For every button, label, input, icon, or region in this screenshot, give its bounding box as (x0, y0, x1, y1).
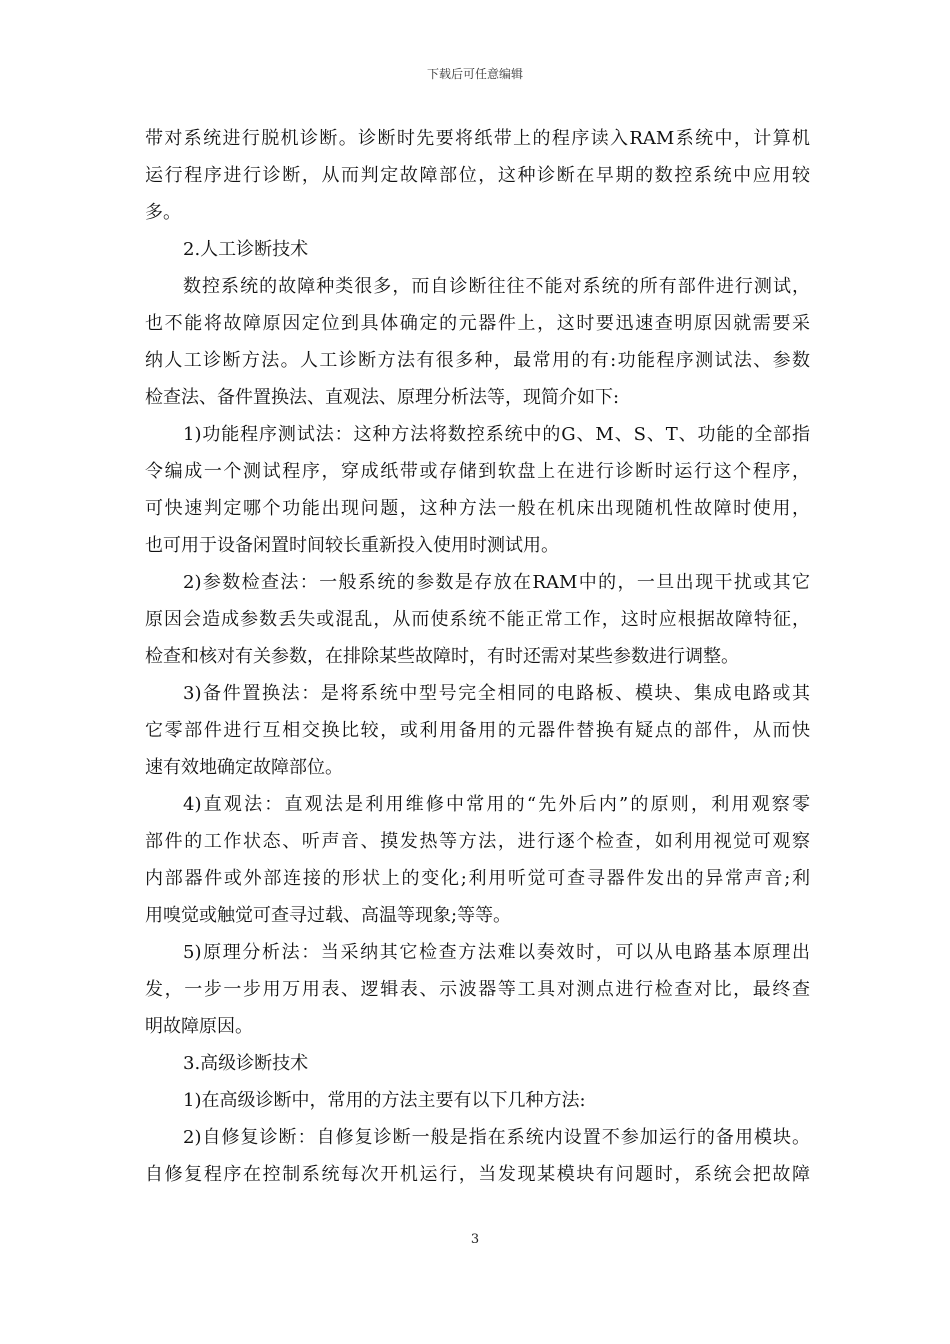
page-header: 下载后可任意编辑 (426, 67, 523, 81)
text-line: 发，一步一步用万用表、逻辑表、示波器等工具对测点进行检查对比，最终查 (145, 979, 810, 1000)
text-line: 速有效地确定故障部位。 (145, 757, 343, 778)
text-line: 运行程序进行诊断，从而判定故障部位，这种诊断在早期的数控系统中应用较 (145, 165, 810, 186)
text-line: 它零部件进行互相交换比较，或利用备用的元器件替换有疑点的部件，从而快 (145, 720, 810, 741)
text-line: 多。 (145, 202, 181, 223)
text-line: 检查和核对有关参数，在排除某些故障时，有时还需对某些参数进行调整。 (145, 646, 739, 667)
text-line: 2.人工诊断技术 (183, 239, 309, 260)
text-line: 检查法、备件置换法、直观法、原理分析法等，现简介如下: (145, 387, 620, 408)
text-line: 部件的工作状态、听声音、摸发热等方法，进行逐个检查，如利用视觉可观察 (145, 831, 810, 852)
text-line: 可快速判定哪个功能出现问题，这种方法一般在机床出现随机性故障时使用， (145, 498, 810, 519)
text-line: 用嗅觉或触觉可查寻过载、高温等现象;等等。 (145, 905, 512, 926)
document-body (145, 120, 810, 1193)
text-line: 纳人工诊断方法。人工诊断方法有很多种，最常用的有:功能程序测试法、参数 (145, 350, 810, 371)
text-line: 4)直观法：直观法是利用维修中常用的“先外后内”的原则，利用观察零 (183, 794, 810, 815)
text-line: 明故障原因。 (145, 1016, 253, 1037)
text-line: 5)原理分析法：当采纳其它检查方法难以奏效时，可以从电路基本原理出 (183, 942, 810, 963)
text-line: 令编成一个测试程序，穿成纸带或存储到软盘上在进行诊断时运行这个程序， (145, 461, 810, 482)
text-line: 1)在高级诊断中，常用的方法主要有以下几种方法: (183, 1090, 586, 1111)
text-line: 2)参数检查法：一般系统的参数是存放在RAM中的，一旦出现干扰或其它 (183, 572, 810, 593)
text-line: 数控系统的故障种类很多，而自诊断往往不能对系统的所有部件进行测试， (183, 276, 810, 297)
page-number: 3 (470, 1232, 480, 1247)
text-line: 2)自修复诊断：自修复诊断一般是指在系统内设置不参加运行的备用模块。 (183, 1127, 810, 1148)
text-line: 3)备件置换法：是将系统中型号完全相同的电路板、模块、集成电路或其 (183, 683, 810, 704)
text-line: 自修复程序在控制系统每次开机运行，当发现某模块有问题时，系统会把故障 (145, 1164, 810, 1185)
text-line: 原因会造成参数丢失或混乱，从而使系统不能正常工作，这时应根据故障特征， (145, 609, 810, 630)
text-line: 也不能将故障原因定位到具体确定的元器件上，这时要迅速查明原因就需要采 (145, 313, 810, 334)
text-line: 内部器件或外部连接的形状上的变化;利用听觉可查寻器件发出的异常声音;利 (145, 868, 810, 889)
text-line: 1)功能程序测试法：这种方法将数控系统中的G、M、S、T、功能的全部指 (183, 424, 810, 445)
text-line: 带对系统进行脱机诊断。诊断时先要将纸带上的程序读入RAM系统中，计算机 (145, 128, 810, 149)
text-line: 也可用于设备闲置时间较长重新投入使用时测试用。 (145, 535, 559, 556)
text-line: 3.高级诊断技术 (183, 1053, 309, 1074)
